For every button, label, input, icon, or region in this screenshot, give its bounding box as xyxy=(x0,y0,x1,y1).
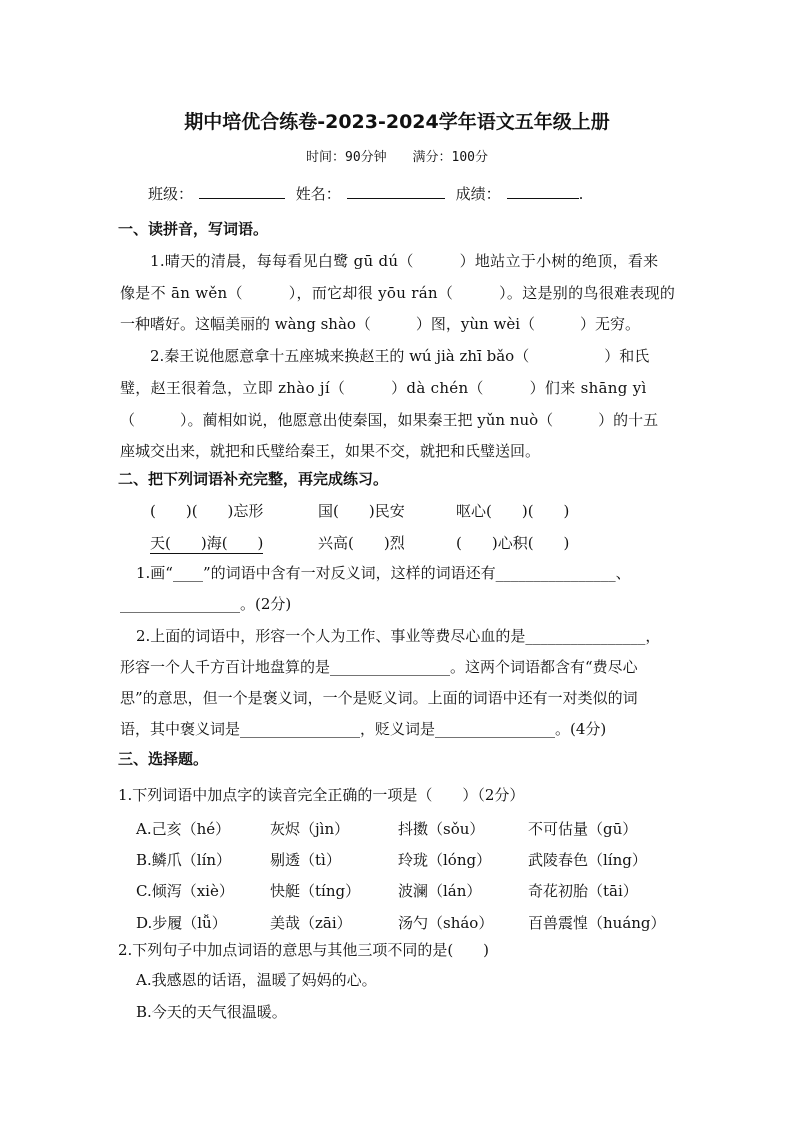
time-limit: 时间：90分钟 xyxy=(306,150,387,165)
mc-option-row xyxy=(136,912,676,934)
s2-question: 形容一个人千方百计地盘算的是________________。这两个词语都含有“费尽心 xyxy=(120,658,638,676)
mc-option: 百兽震惶（huáng） xyxy=(528,914,666,932)
mc-option: 武陵春色（líng） xyxy=(528,851,647,869)
mc-option: 剔透（tì） xyxy=(270,851,341,869)
mc-option: 灰烬（jìn） xyxy=(270,820,350,838)
mc-option-row xyxy=(136,818,676,840)
s1-line: 2.秦王说他愿意拿十五座城来换赵王的 wú jià zhī bǎo（ ）和氏 xyxy=(150,347,650,365)
mc-option-row xyxy=(136,849,676,871)
word-row xyxy=(150,500,670,522)
grade-field[interactable] xyxy=(507,197,579,199)
s1-line: 一种嗜好。这幅美丽的 wàng shào（ ）图，yùn wèi（ ）无穷。 xyxy=(120,315,640,333)
mc-option[interactable]: D.步履（lǚ） xyxy=(136,914,227,932)
section3-heading: 三、选择题。 xyxy=(118,750,209,768)
full-score: 满分：100分 xyxy=(412,150,488,165)
page-title: 期中培优合练卷-2023-2024学年语文五年级上册 xyxy=(184,111,610,133)
word-item: ( )( )忘形 xyxy=(150,502,264,520)
mc-option: 汤勺（sháo） xyxy=(398,914,494,932)
mc-option: 抖擞（sǒu） xyxy=(398,820,485,838)
mc-option[interactable]: A.己亥（hé） xyxy=(136,820,231,838)
section2-heading: 二、把下列词语补充完整，再完成练习。 xyxy=(118,470,389,488)
word-item: 兴高( )烈 xyxy=(318,534,405,552)
s1-line: （ ）。蔺相如说，他愿意出使秦国，如果秦王把 yǔn nuò（ ）的十五 xyxy=(120,411,659,429)
mc-option: 奇花初胎（tāi） xyxy=(528,882,638,900)
s2-question: 思”的意思，但一个是褒义词，一个是贬义词。上面的词语中还有一对类似的词 xyxy=(120,689,638,707)
mc-option: 玲珑（lóng） xyxy=(398,851,492,869)
mc-option: 快艇（tíng） xyxy=(270,882,361,900)
word-item: ( )心积( ) xyxy=(456,534,570,552)
s1-line: 像是不 ān wěn（ ），而它却很 yōu rán（ ）。这是别的鸟很难表现的 xyxy=(120,284,676,302)
info-end: . xyxy=(578,185,584,203)
name-label: 姓名： xyxy=(295,185,341,203)
mc-option: 美哉（zāi） xyxy=(270,914,352,932)
mc-option: 波澜（lán） xyxy=(398,882,482,900)
class-label: 班级： xyxy=(148,185,194,203)
s1-line: 璧，赵王很着急，立即 zhào jí（ ）dà chén（ ）们来 shāng yì xyxy=(120,379,647,397)
mc-option[interactable]: B.鳞爪（lín） xyxy=(136,851,232,869)
mc-option[interactable]: A.我感恩的话语，温暖了妈妈的心。 xyxy=(136,971,377,989)
s2-question: 1.画“____”的词语中含有一对反义词，这样的词语还有________________、 xyxy=(136,564,631,582)
s1-line: 1.晴天的清晨，每每看见白鹭 gū dú（ ）地站立于小树的绝顶，看来 xyxy=(150,252,659,270)
mc-option-row xyxy=(136,880,676,902)
exam-meta xyxy=(0,146,794,165)
class-field[interactable] xyxy=(199,197,285,199)
mc-question: 1.下列词语中加点字的读音完全正确的一项是（ ）（2分） xyxy=(118,786,525,804)
name-field[interactable] xyxy=(347,197,445,199)
mc-option: 不可估量（gū） xyxy=(528,820,638,838)
section1-heading: 一、读拼音，写词语。 xyxy=(118,220,269,238)
word-item: 呕心( )( ) xyxy=(456,502,570,520)
mc-option[interactable]: C.倾泻（xiè） xyxy=(136,882,234,900)
s2-question: 2.上面的词语中，形容一个人为工作、事业等费尽心血的是________________， xyxy=(136,627,661,645)
s2-question: 语，其中褒义词是________________，贬义词是________________。(4分) xyxy=(120,720,607,738)
grade-label: 成绩： xyxy=(455,185,501,203)
word-row xyxy=(150,532,670,554)
mc-question: 2.下列句子中加点词语的意思与其他三项不同的是( ) xyxy=(118,941,490,959)
s2-question: ________________。(2分) xyxy=(120,595,292,613)
mc-option[interactable]: B.今天的天气很温暖。 xyxy=(136,1003,287,1021)
student-info-row xyxy=(148,183,583,204)
s1-line: 座城交出来，就把和氏璧给秦王，如果不交，就把和氏璧送回。 xyxy=(120,442,541,460)
word-item: 国( )民安 xyxy=(318,502,405,520)
word-item-underlined: 天( )海( ) xyxy=(150,534,264,552)
